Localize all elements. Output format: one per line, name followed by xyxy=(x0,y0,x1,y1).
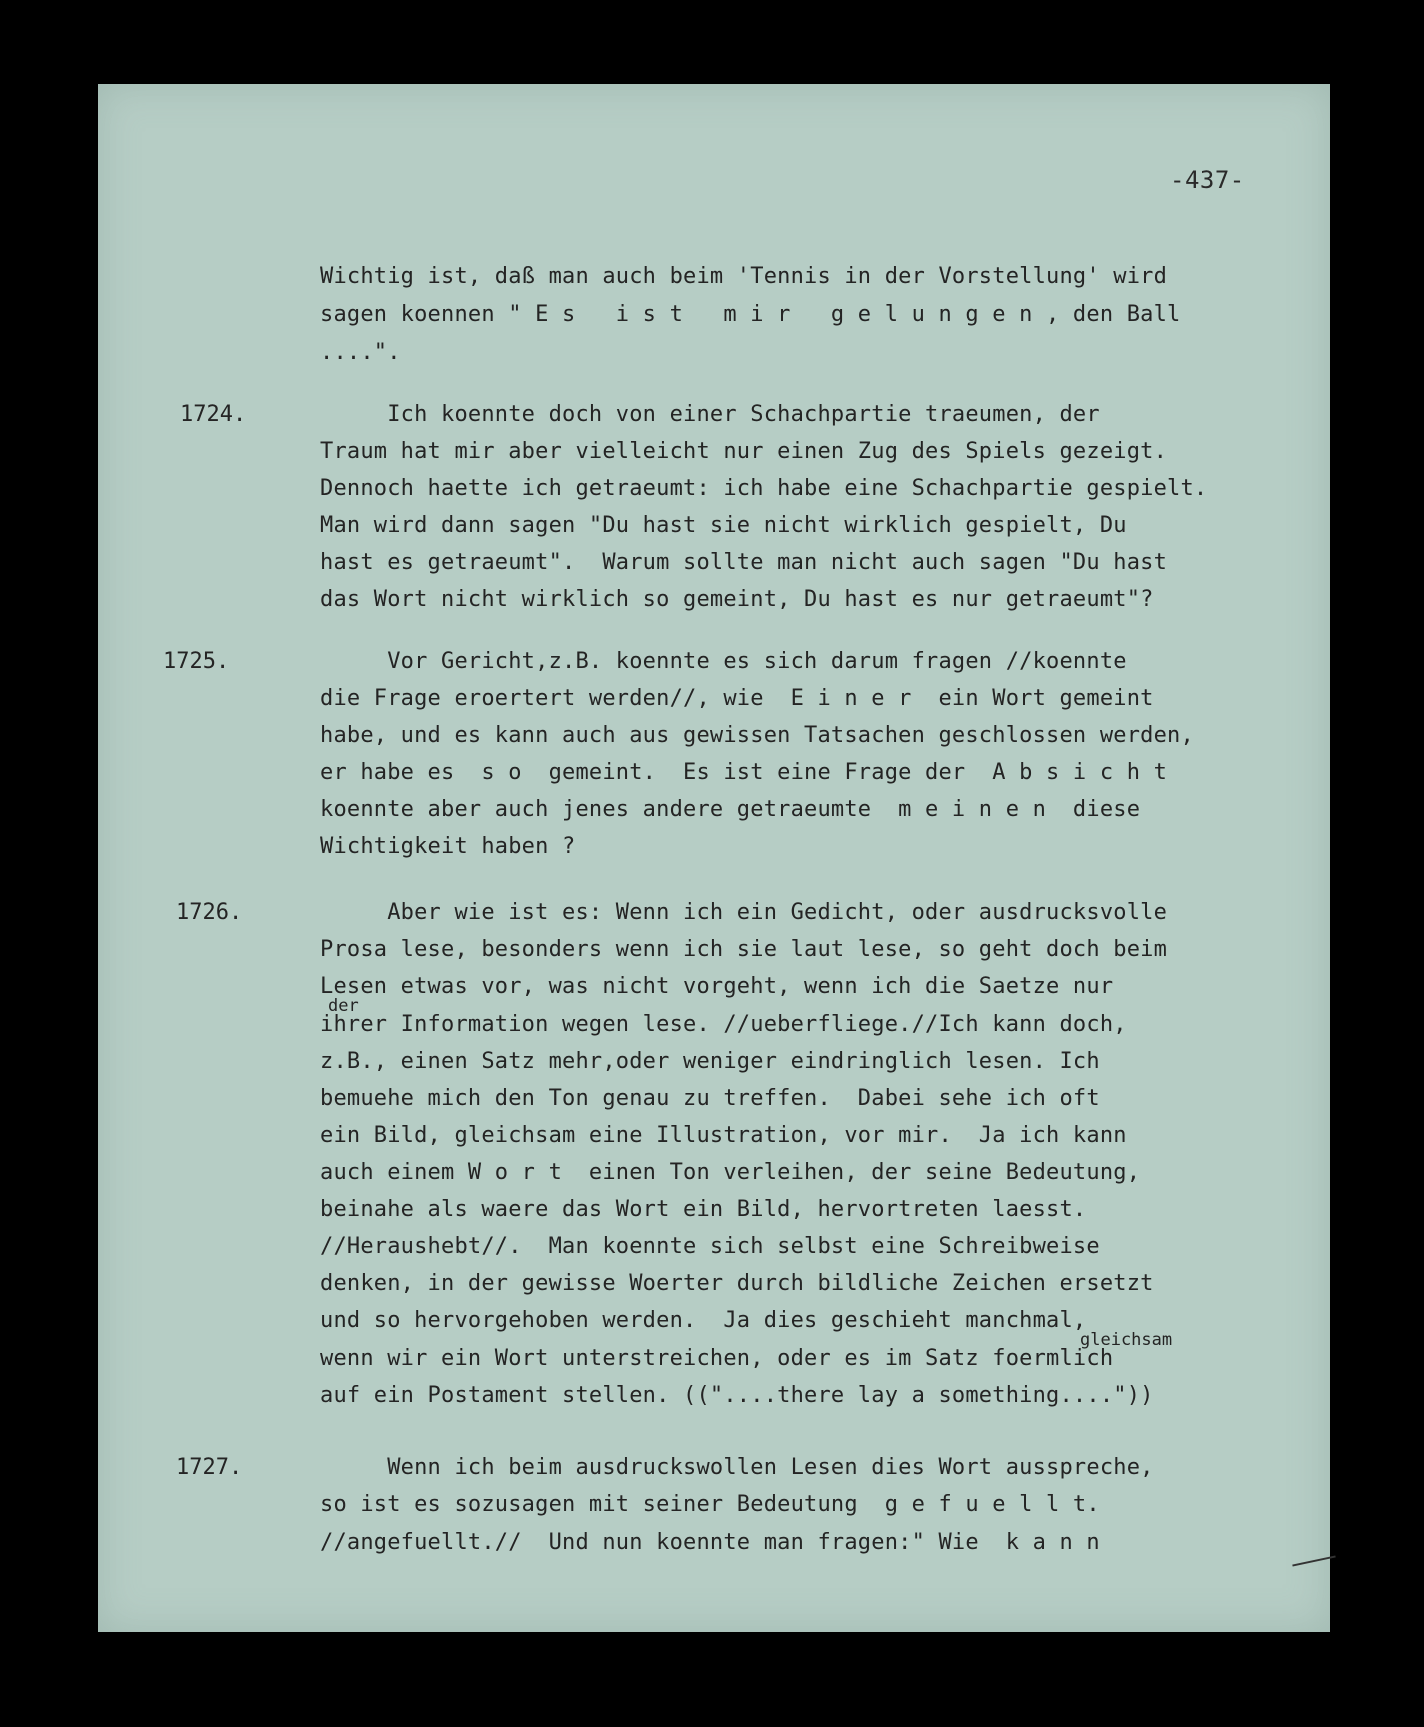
text-line: er habe es s o gemeint. Es ist eine Frage der A b s i c h t xyxy=(320,760,1168,785)
text-line: wenn wir ein Wort unterstreichen, oder es im Satz foermlich xyxy=(320,1346,1114,1371)
text-line: Dennoch haette ich getraeumt: ich habe eine Schachpartie gespielt. xyxy=(320,476,1208,501)
text-line: Vor Gericht,z.B. koennte es sich darum fragen //koennte xyxy=(320,649,1127,674)
text-line: habe, und es kann auch aus gewissen Tatsachen geschlossen werden, xyxy=(320,723,1194,748)
text-line: Man wird dann sagen "Du hast sie nicht wirklich gespielt, Du xyxy=(320,513,1127,538)
text-line: Wichtig ist, daß man auch beim 'Tennis in der Vorstellung' wird xyxy=(320,264,1168,289)
text-line: so ist es sozusagen mit seiner Bedeutung g e f u e l l t. xyxy=(320,1492,1100,1517)
text-line: beinahe als waere das Wort ein Bild, hervortreten laesst. xyxy=(320,1197,1087,1222)
page-number: -437- xyxy=(1170,166,1245,194)
section-number-1726: 1726. xyxy=(176,900,243,925)
text-line: ihrer Information wegen lese. //ueberfliege.//Ich kann doch, xyxy=(320,1012,1127,1037)
text-line: auf ein Postament stellen. (("....there lay a something....")) xyxy=(320,1383,1154,1408)
section-number-1725: 1725. xyxy=(163,649,230,674)
text-line: Aber wie ist es: Wenn ich ein Gedicht, oder ausdrucksvolle xyxy=(320,900,1168,925)
text-line: denken, in der gewisse Woerter durch bildliche Zeichen ersetzt xyxy=(320,1271,1154,1296)
text-line: Lesen etwas vor, was nicht vorgeht, wenn ich die Saetze nur xyxy=(320,974,1114,999)
text-line: Wenn ich beim ausdruckswollen Lesen dies Wort ausspreche, xyxy=(320,1455,1154,1480)
text-line: auch einem W o r t einen Ton verleihen, der seine Bedeutung, xyxy=(320,1160,1141,1185)
text-line: sagen koennen " E s i s t m i r g e l u n g e n , den Ball xyxy=(320,302,1181,327)
text-line: //Heraushebt//. Man koennte sich selbst eine Schreibweise xyxy=(320,1234,1100,1259)
text-line: Wichtigkeit haben ? xyxy=(320,834,576,859)
text-line: //angefuellt.// Und nun koennte man fragen:" Wie k a n n xyxy=(320,1530,1100,1555)
text-line: bemuehe mich den Ton genau zu treffen. Dabei sehe ich oft xyxy=(320,1086,1100,1111)
text-line: koennte aber auch jenes andere getraeumte m e i n e n diese xyxy=(320,797,1141,822)
text-line: die Frage eroertert werden//, wie E i n e r ein Wort gemeint xyxy=(320,686,1154,711)
text-line: und so hervorgehoben werden. Ja dies geschieht manchmal, xyxy=(320,1308,1087,1333)
handwritten-insert: der xyxy=(328,996,359,1016)
section-number-1724: 1724. xyxy=(180,402,247,427)
section-number-1727: 1727. xyxy=(176,1455,243,1480)
text-line: z.B., einen Satz mehr,oder weniger eindringlich lesen. Ich xyxy=(320,1049,1100,1074)
text-line: Prosa lese, besonders wenn ich sie laut lese, so geht doch beim xyxy=(320,937,1168,962)
handwritten-insert: gleichsam xyxy=(1080,1330,1173,1350)
text-line: ein Bild, gleichsam eine Illustration, vor mir. Ja ich kann xyxy=(320,1123,1127,1148)
text-line: ....". xyxy=(320,340,401,365)
text-line: Traum hat mir aber vielleicht nur einen Zug des Spiels gezeigt. xyxy=(320,439,1168,464)
text-line: hast es getraeumt". Warum sollte man nicht auch sagen "Du hast xyxy=(320,550,1168,575)
text-line: Ich koennte doch von einer Schachpartie traeumen, der xyxy=(320,402,1100,427)
text-line: das Wort nicht wirklich so gemeint, Du hast es nur getraeumt"? xyxy=(320,587,1154,612)
